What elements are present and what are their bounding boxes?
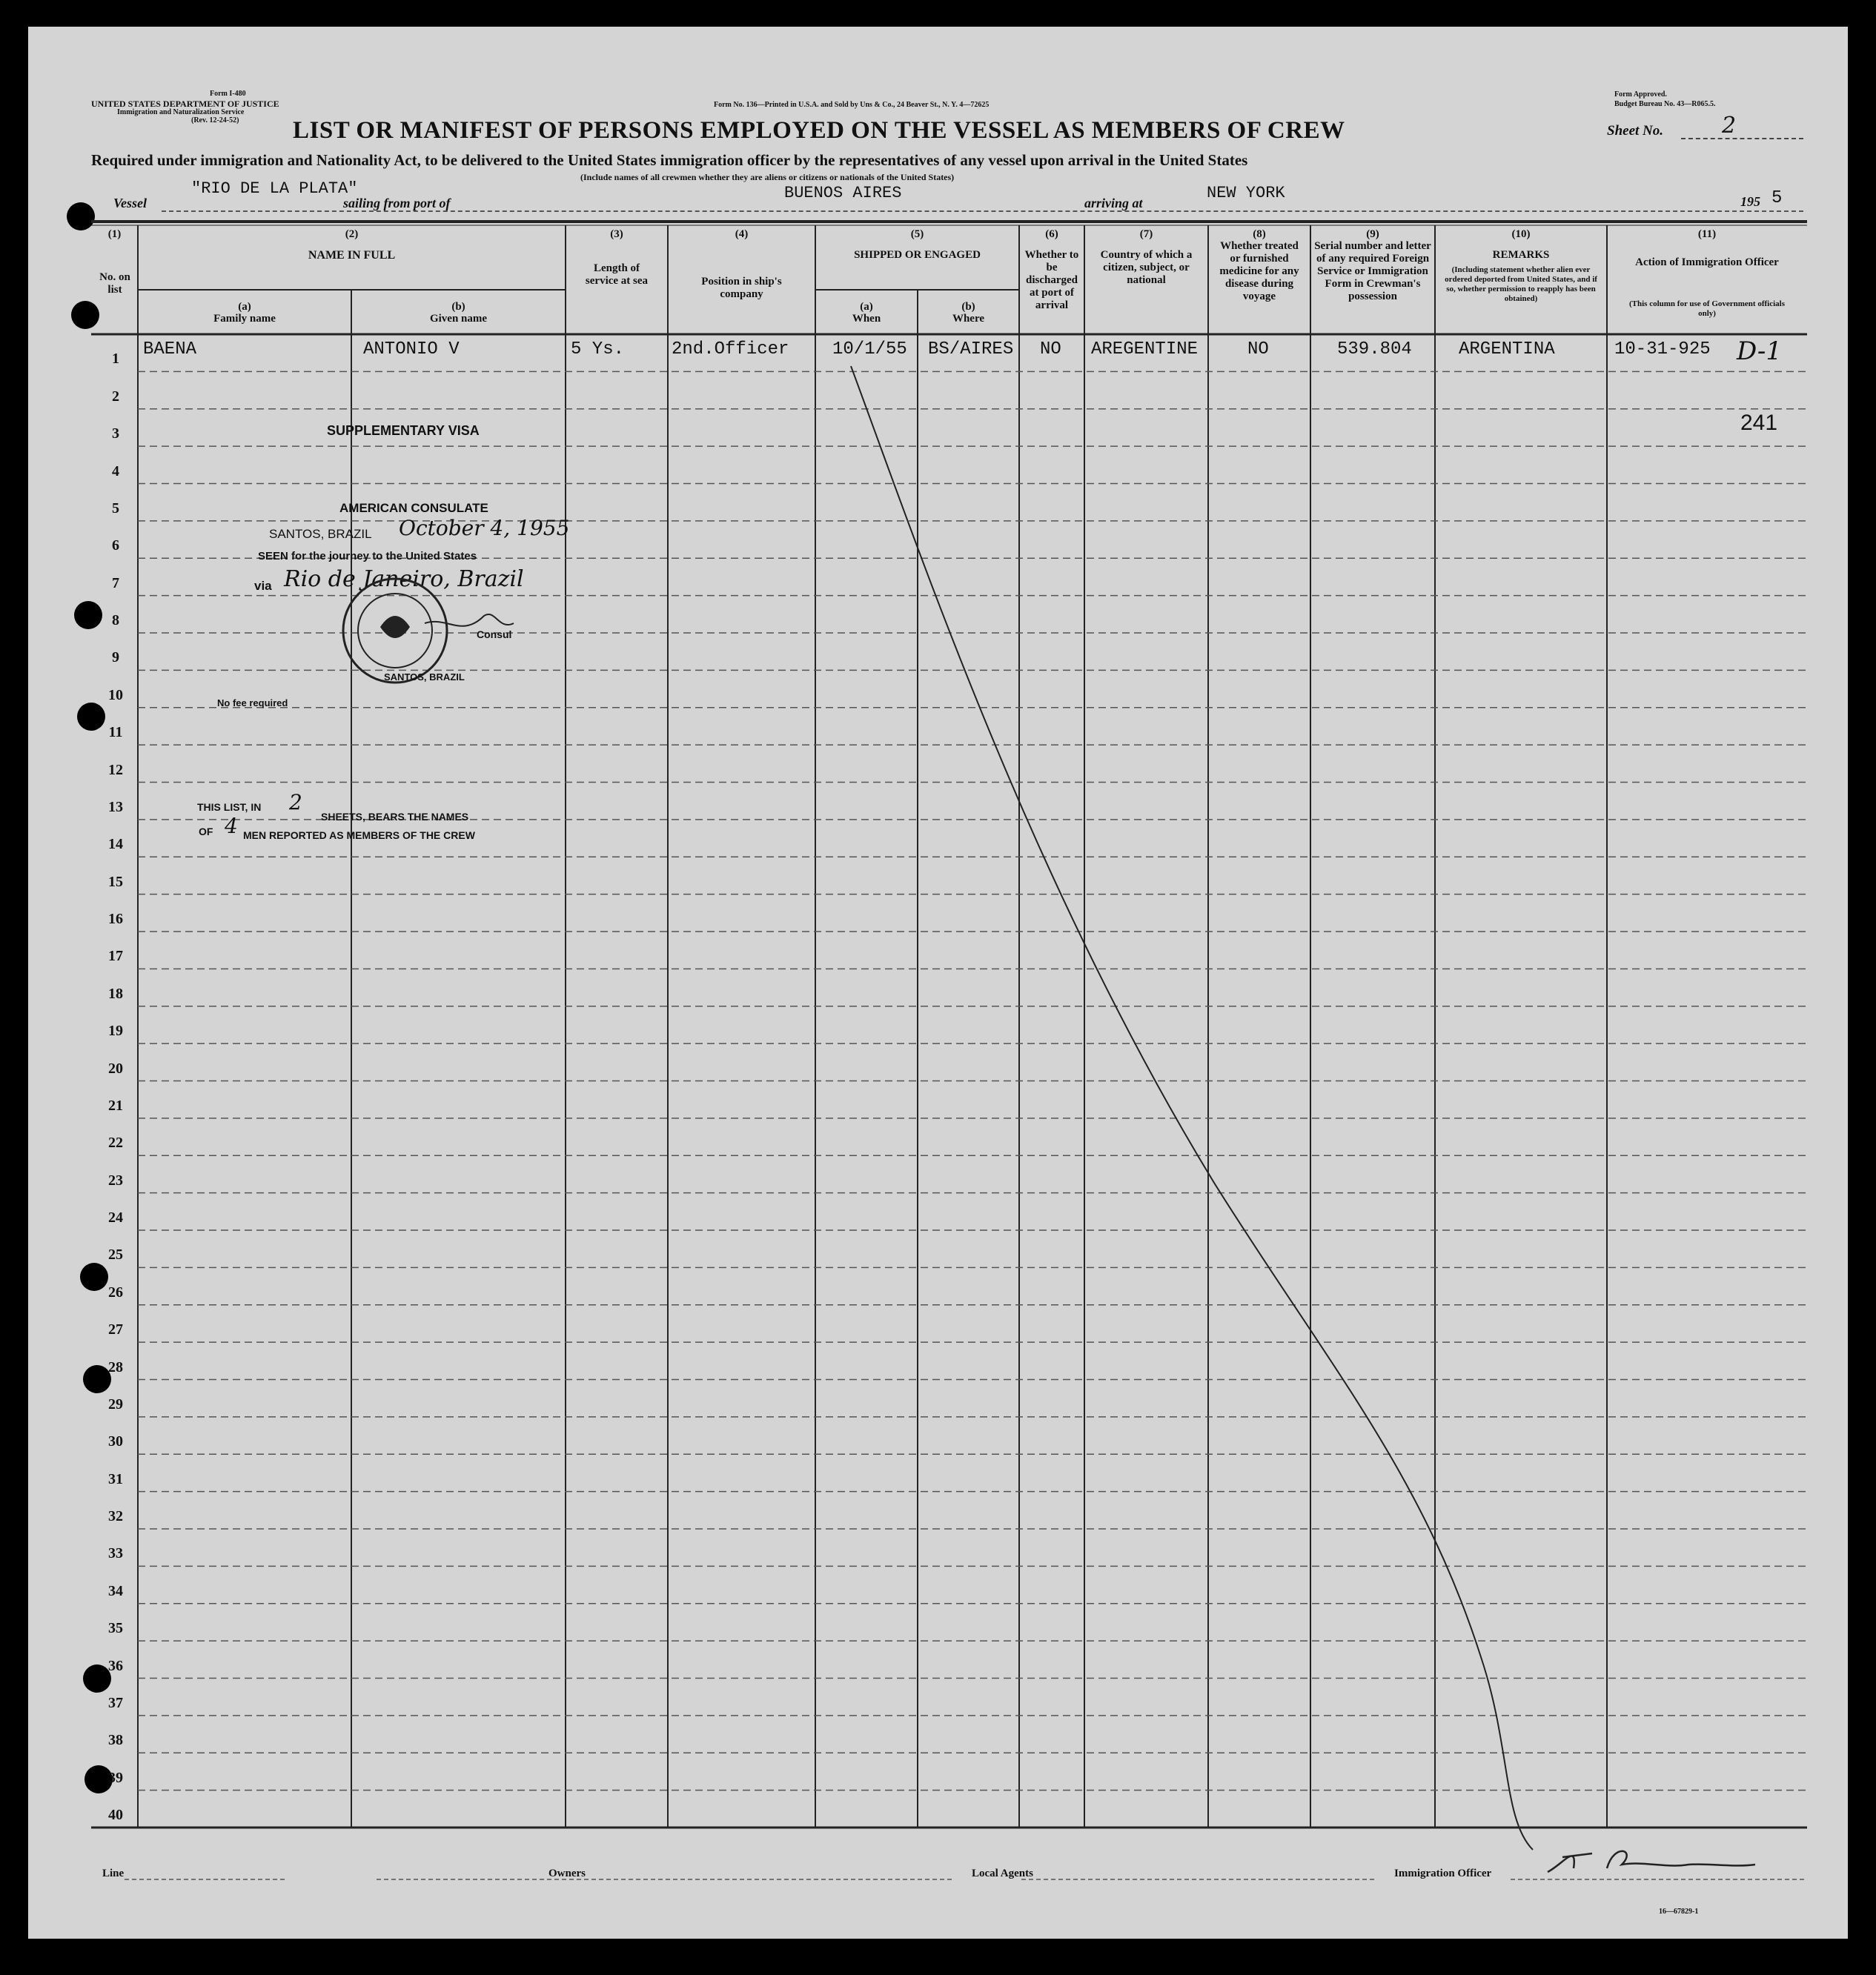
row-number: 4 [112, 462, 119, 479]
given-name: ANTONIO V [363, 339, 460, 359]
col11-sub: (This column for use of Government officials only) [1628, 299, 1785, 318]
via-place: Rio de Janeiro, Brazil [284, 566, 524, 592]
footer-line: Line [102, 1868, 125, 1879]
row-number: 24 [108, 1209, 123, 1226]
row-number: 13 [108, 798, 123, 815]
row-number: 17 [108, 948, 123, 965]
visa-seen: SEEN for the journey to the United States [258, 550, 477, 562]
row-number: 9 [112, 649, 119, 666]
consulate-place: SANTOS, BRAZIL [269, 527, 372, 541]
col5a-letter: (a) [860, 301, 873, 313]
row-number: 25 [108, 1247, 123, 1264]
row-number: 38 [108, 1732, 123, 1749]
sheet-label: Sheet No. [1607, 123, 1663, 139]
row-number: 31 [108, 1470, 123, 1487]
row-number: 10 [108, 686, 123, 703]
col3-number: (3) [610, 228, 623, 240]
row-number: 39 [108, 1769, 123, 1786]
position: 2nd.Officer [672, 339, 789, 359]
list-suffix: MEN REPORTED AS MEMBERS OF THE CREW [243, 829, 475, 841]
printer-line: Form No. 136—Printed in U.S.A. and Sold by Uns & Co., 24 Beaver St., N. Y. 4—72625 [714, 101, 990, 109]
row-number: 18 [108, 985, 123, 1002]
col1-number: (1) [107, 228, 122, 240]
family-name: BAENA [143, 339, 197, 359]
form-subtitle: Required under immigration and Nationality Act, to be delivered to the United States immigration officer by the representatives of any vessel upon arrival in the United States [91, 151, 1248, 169]
vessel-label: Vessel [113, 196, 147, 210]
row-number: 2 [112, 388, 119, 405]
service: Immigration and Naturalization Service [117, 108, 245, 116]
col2b-label: Given name [429, 313, 488, 325]
form-approved: Form Approved. [1614, 90, 1667, 99]
list-men: 4 [225, 814, 238, 838]
row-number: 27 [108, 1321, 123, 1338]
list-of: OF [199, 826, 213, 837]
officer-action: 10-31-925 [1614, 339, 1711, 359]
row-number: 26 [108, 1284, 123, 1301]
margin-number: 241 [1740, 411, 1778, 435]
vessel-name: "RIO DE LA PLATA" [191, 179, 358, 198]
row-number: 40 [108, 1807, 123, 1823]
row-number: 1 [112, 351, 119, 368]
col4-label: Position in ship's company [701, 276, 782, 300]
officer-mark: D-1 [1737, 336, 1783, 366]
row-number: 21 [108, 1097, 123, 1114]
col10-sub: (Including statement whether alien ever ordered deported from United States, and if so, whether permission to reapply has been obtained) [1445, 265, 1597, 303]
seal-text: SANTOS, BRAZIL [384, 671, 465, 683]
col3-label: Length of service at sea [585, 262, 649, 287]
col2b-letter: (b) [451, 301, 465, 313]
row-number: 32 [108, 1508, 123, 1524]
list-sheets: 2 [289, 790, 302, 814]
footer-owners: Owners [548, 1868, 586, 1879]
col9-label: Serial number and letter of any required Foreign Service or Immigration Form in Crewman's possession [1314, 240, 1431, 302]
no-fee: No fee required [217, 697, 288, 708]
row-number: 37 [108, 1694, 123, 1711]
col11-number: (11) [1697, 228, 1717, 240]
row-number: 3 [112, 425, 119, 442]
row-number: 35 [108, 1620, 123, 1637]
row-number: 12 [108, 761, 123, 778]
sheet-number: 2 [1722, 113, 1737, 139]
manifest-page [28, 27, 1848, 1939]
col2a-label: Family name [213, 313, 276, 325]
remarks: ARGENTINA [1459, 339, 1555, 359]
discharged: NO [1040, 339, 1061, 359]
form-note: (Include names of all crewmen whether they are aliens or citizens or nationals of the United States) [580, 172, 955, 182]
col5-number: (5) [910, 228, 924, 240]
visa-date: October 4, 1955 [399, 516, 570, 540]
agency: UNITED STATES DEPARTMENT OF JUSTICE [91, 99, 279, 109]
shipped-when: 10/1/55 [832, 339, 907, 359]
col11-label: Action of Immigration Officer [1635, 256, 1779, 268]
consulate: AMERICAN CONSULATE [339, 501, 488, 515]
footer-officer: Immigration Officer [1394, 1868, 1492, 1879]
row-number: 7 [112, 574, 119, 591]
row-number: 23 [108, 1172, 123, 1189]
row-number: 16 [108, 911, 123, 927]
row-number: 33 [108, 1545, 123, 1562]
year-prefix: 195 [1740, 194, 1760, 209]
shipped-where: BS/AIRES [928, 339, 1014, 359]
form-number: Form I-480 [210, 90, 246, 98]
col6-label: Whether to be discharged at port of arrival [1024, 249, 1079, 311]
col5-label: SHIPPED OR ENGAGED [854, 249, 981, 261]
departure-port: BUENOS AIRES [784, 184, 902, 202]
row-number: 22 [108, 1135, 123, 1152]
medicine: NO [1247, 339, 1269, 359]
list-middle: SHEETS, BEARS THE NAMES [321, 811, 469, 823]
form-code: 16—67829-1 [1659, 1908, 1699, 1916]
col6-number: (6) [1045, 228, 1058, 240]
col9-number: (9) [1366, 228, 1379, 240]
row-number: 20 [108, 1060, 123, 1077]
row-number: 8 [112, 612, 119, 628]
col7-label: Country of which a citizen, subject, or national [1100, 249, 1193, 286]
col10-number: (10) [1511, 228, 1531, 240]
footer-agents: Local Agents [972, 1868, 1033, 1879]
col4-number: (4) [735, 228, 749, 240]
service-length: 5 Ys. [571, 339, 625, 359]
country: AREGENTINE [1091, 339, 1199, 359]
row-number: 6 [112, 537, 119, 554]
via-label: via [254, 579, 272, 593]
year-suffix: 5 [1771, 188, 1783, 208]
col5b-letter: (b) [961, 301, 975, 313]
serial-number: 539.804 [1337, 339, 1412, 359]
row-number: 29 [108, 1395, 123, 1413]
row-number: 28 [108, 1358, 123, 1375]
col7-number: (7) [1139, 228, 1153, 240]
row-number: 36 [108, 1657, 123, 1674]
row-number: 5 [112, 499, 119, 517]
arrival-port: NEW YORK [1207, 184, 1285, 202]
col2-label: NAME IN FULL [308, 249, 396, 262]
sailing-label: sailing from port of [343, 196, 451, 210]
col2a-letter: (a) [238, 301, 251, 313]
col5a-label: When [852, 313, 881, 325]
consul-title: Consul [477, 628, 512, 640]
arriving-label: arriving at [1084, 196, 1143, 210]
list-prefix: THIS LIST, IN [197, 801, 262, 813]
revision: (Rev. 12-24-52) [191, 116, 239, 125]
row-number: 14 [108, 836, 123, 853]
row-number: 15 [108, 873, 123, 890]
col8-number: (8) [1253, 228, 1266, 240]
visa-title: SUPPLEMENTARY VISA [327, 423, 480, 438]
col10-label: REMARKS [1492, 249, 1550, 261]
officer-signature [1540, 1835, 1777, 1887]
row-number: 19 [108, 1023, 123, 1040]
col8-label: Whether treated or furnished medicine for any disease during voyage [1219, 240, 1299, 302]
budget-bureau: Budget Bureau No. 43—R065.5. [1614, 100, 1716, 108]
row-number: 11 [108, 724, 123, 741]
col5b-label: Where [952, 313, 985, 325]
form-title: LIST OR MANIFEST OF PERSONS EMPLOYED ON THE VESSEL AS MEMBERS OF CREW [293, 117, 1345, 144]
col1-label: No. on list [99, 271, 130, 296]
row-number: 34 [108, 1582, 123, 1599]
row-number: 30 [108, 1433, 123, 1450]
col2-number: (2) [345, 228, 359, 240]
